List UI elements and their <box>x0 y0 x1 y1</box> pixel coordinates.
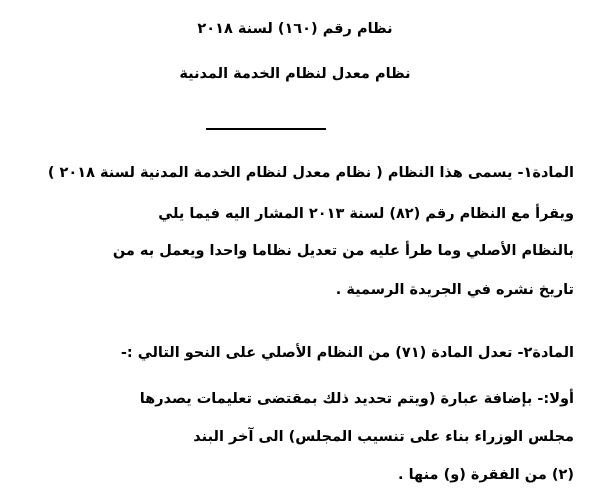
article-2-line: (٢) من الفقرة (و) منها . <box>398 467 574 483</box>
article-2-heading: المادة٢- تعدل المادة (٧١) من النظام الأصلي على النحو التالي :- <box>120 345 574 361</box>
article-2-line: مجلس الوزراء بناء على تنسيب المجلس) الى آخر البند <box>193 429 574 445</box>
article-1-line: المادة١- يسمى هذا النظام ( نظام معدل لنظام الخدمة المدنية لسنة ٢٠١٨ ) <box>47 165 574 181</box>
title-divider <box>206 128 326 130</box>
article-1-line: بالنظام الأصلي وما طرأ عليه من تعديل نظاما واحدا ويعمل به من <box>112 243 574 259</box>
regulation-subtitle: نظام معدل لنظام الخدمة المدنية <box>179 66 411 82</box>
article-2-line: أولا:- بإضافة عبارة (ويتم تحديد ذلك بمقتضى تعليمات يصدرها <box>139 391 574 407</box>
article-1-line: ويقرأ مع النظام رقم (٨٢) لسنة ٢٠١٣ المشار اليه فيما يلي <box>158 206 574 222</box>
article-1-line: تاريخ نشره في الجريدة الرسمية . <box>335 282 574 298</box>
regulation-title: نظام رقم (١٦٠) لسنة ٢٠١٨ <box>197 21 393 37</box>
